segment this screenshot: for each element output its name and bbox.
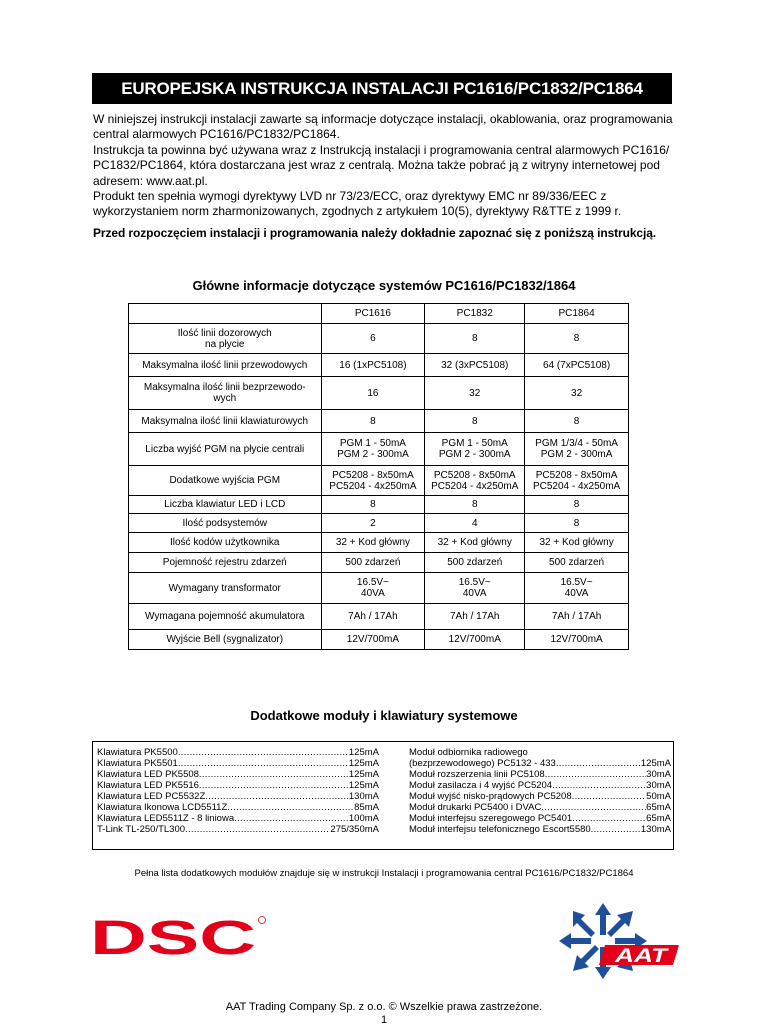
table-row-label: Wymagana pojemność akumulatora <box>129 604 322 630</box>
table-row-label: Ilość podsystemów <box>129 514 322 533</box>
module-dot-leader <box>199 780 349 791</box>
table-row <box>129 496 629 514</box>
module-name: Moduł interfejsu szeregowego PC5401 <box>409 813 573 824</box>
registered-mark-icon <box>259 917 266 924</box>
intro-paragraph-1: W niniejszej instrukcji instalacji zawarte są informacje dotyczące instalacji, okablowania, oraz programowania central alarmowych PC1616/PC1832/PC1864. <box>93 112 673 142</box>
table-cell: 32 <box>525 377 629 410</box>
module-dot-leader <box>234 813 349 824</box>
table-row <box>129 410 629 433</box>
table-cell: 16.5V~ 40VA <box>525 573 629 604</box>
module-current: 65mA <box>646 813 671 824</box>
table-row <box>129 514 629 533</box>
footnote: Pełna lista dodatkowych modułów znajduje się w instrukcji Instalacji i programowania central PC1616/PC1832/PC1864 <box>134 868 634 879</box>
module-name: Moduł rozszerzenia linii PC5108 <box>409 769 545 780</box>
module-row-header <box>409 747 671 758</box>
table-cell: PC5208 - 8x50mA PC5204 - 4x250mA <box>525 466 629 496</box>
module-row <box>409 824 671 835</box>
table-cell: 12V/700mA <box>525 630 629 650</box>
table-cell: PGM 1 - 50mA PGM 2 - 300mA <box>321 433 425 466</box>
intro-paragraph-3: Produkt ten spełnia wymogi dyrektywy LVD nr 73/23/ECC, oraz dyrektywy EMC nr 89/336/EEC z wykorzystaniem norm zharmonizowanych, zgodnych z artykułem 10(5), dyrektywy R&TTE z 1999 r. <box>93 189 622 219</box>
table-row-label: Wymagany transformator <box>129 573 322 604</box>
module-dot-leader <box>572 791 647 802</box>
table-cell: 64 (7xPC5108) <box>525 354 629 377</box>
module-name: (bezprzewodowego) PC5132 - 433 <box>409 758 556 769</box>
table-row <box>129 553 629 573</box>
table-header-col: PC1616 <box>321 304 425 324</box>
table-cell: 16.5V~ 40VA <box>425 573 525 604</box>
module-current: 30mA <box>646 780 671 791</box>
table-row <box>129 324 629 354</box>
table-cell: 8 <box>425 410 525 433</box>
table-header-col: PC1864 <box>525 304 629 324</box>
modules-title: Dodatkowe moduły i klawiatury systemowe <box>250 708 518 723</box>
module-name: Klawiatura PK5500 <box>97 747 178 758</box>
module-name: Moduł zasilacza i 4 wyjść PC5204 <box>409 780 553 791</box>
table-header-empty <box>129 304 322 324</box>
table-row-label: Dodatkowe wyjścia PGM <box>129 466 322 496</box>
module-row <box>409 791 671 802</box>
table-row <box>129 377 629 410</box>
module-current: 125mA <box>348 780 379 791</box>
dsc-logo <box>90 914 268 959</box>
intro-paragraph-2: Instrukcja ta powinna być używana wraz z Instrukcją instalacji i programowania central alarmowych PC1616/ PC1832/PC1864, która dostarczana jest wraz z centralą. Można także pobrać ją z witryny internetowej pod adresem: www.aat.pl. <box>93 142 670 188</box>
table-cell: 16 (1xPC5108) <box>321 354 425 377</box>
module-row <box>97 769 379 780</box>
module-name: Klawiatura LED PK5516 <box>97 780 199 791</box>
document-title: EUROPEJSKA INSTRUKCJA INSTALACJI PC1616/PC1832/PC1864 <box>92 73 672 104</box>
aat-logo-text: AAT <box>613 946 669 967</box>
table-cell: 16 <box>321 377 425 410</box>
table-header-row <box>129 304 629 324</box>
module-row <box>409 802 671 813</box>
module-name: T-Link TL-250/TL300 <box>97 824 186 835</box>
table-cell: PGM 1/3/4 - 50mA PGM 2 - 300mA <box>525 433 629 466</box>
table-cell: 7Ah / 17Ah <box>425 604 525 630</box>
table-cell: 8 <box>525 496 629 514</box>
module-dot-leader <box>545 769 646 780</box>
module-current: 125mA <box>348 758 379 769</box>
module-name: Klawiatura PK5501 <box>97 758 178 769</box>
module-row <box>97 802 379 813</box>
table-cell: 8 <box>425 324 525 354</box>
table-row-label: Wyjście Bell (sygnalizator) <box>129 630 322 650</box>
intro-section <box>93 112 675 241</box>
table-cell: 8 <box>425 496 525 514</box>
table-cell: PC5208 - 8x50mA PC5204 - 4x250mA <box>425 466 525 496</box>
module-name: Moduł wyjść nisko-prądowych PC5208 <box>409 791 572 802</box>
module-dot-leader <box>556 758 641 769</box>
module-dot-leader <box>591 824 641 835</box>
module-dot-leader <box>541 802 646 813</box>
table-row <box>129 354 629 377</box>
module-dot-leader <box>199 769 349 780</box>
module-current: 30mA <box>646 769 671 780</box>
table-row <box>129 533 629 553</box>
footer-copyright: AAT Trading Company Sp. z o.o. © Wszelkie prawa zastrzeżone. <box>225 1001 543 1013</box>
table-cell: PC5208 - 8x50mA PC5204 - 4x250mA <box>321 466 425 496</box>
module-name: Moduł interfejsu telefonicznego Escort5580 <box>409 824 591 835</box>
aat-arrows-icon <box>559 903 647 979</box>
table-cell: 8 <box>525 410 629 433</box>
module-row <box>97 747 379 758</box>
table-row <box>129 604 629 630</box>
table-row-label: Liczba klawiatur LED i LCD <box>129 496 322 514</box>
table-row <box>129 573 629 604</box>
module-name: Klawiatura Ikonowa LCD5511Z <box>97 802 228 813</box>
module-row <box>409 769 671 780</box>
modules-box <box>92 741 674 850</box>
module-dot-leader <box>178 747 349 758</box>
module-name: Klawiatura LED5511Z - 8 liniowa <box>97 813 235 824</box>
module-row <box>97 780 379 791</box>
module-current: 125mA <box>640 758 671 769</box>
table-cell: PGM 1 - 50mA PGM 2 - 300mA <box>425 433 525 466</box>
table-cell: 7Ah / 17Ah <box>525 604 629 630</box>
intro-warning: Przed rozpoczęciem instalacji i programowania należy dokładnie zapoznać się z poniższą instrukcją. <box>93 225 657 240</box>
aat-logo <box>555 901 680 983</box>
table-cell: 12V/700mA <box>321 630 425 650</box>
module-dot-leader <box>552 780 646 791</box>
table-row-label: Ilość linii dozorowych na płycie <box>129 324 322 354</box>
page-number: 1 <box>380 1014 388 1024</box>
module-name: Moduł odbiornika radiowego <box>409 747 528 758</box>
table-cell: 8 <box>321 496 425 514</box>
module-current: 275/350mA <box>330 824 379 835</box>
module-row <box>97 824 379 835</box>
module-dot-leader <box>185 824 330 835</box>
module-row <box>97 758 379 769</box>
table-cell: 6 <box>321 324 425 354</box>
module-name: Moduł drukarki PC5400 i DVAC <box>409 802 542 813</box>
modules-right-column <box>409 747 671 835</box>
module-dot-leader <box>205 791 349 802</box>
table-cell: 7Ah / 17Ah <box>321 604 425 630</box>
modules-left-column <box>97 747 379 835</box>
module-current: 50mA <box>646 791 671 802</box>
table-row-label: Maksymalna ilość linii klawiaturowych <box>129 410 322 433</box>
table-cell: 8 <box>525 514 629 533</box>
table-row-label: Pojemność rejestru zdarzeń <box>129 553 322 573</box>
table-cell: 16.5V~ 40VA <box>321 573 425 604</box>
module-current: 125mA <box>348 769 379 780</box>
table-cell: 32 + Kod główny <box>525 533 629 553</box>
table-title: Główne informacje dotyczące systemów PC1616/PC1832/1864 <box>192 278 576 293</box>
table-cell: 8 <box>321 410 425 433</box>
table-cell: 500 zdarzeń <box>525 553 629 573</box>
module-current: 65mA <box>646 802 671 813</box>
module-current: 125mA <box>348 747 379 758</box>
table-cell: 500 zdarzeń <box>425 553 525 573</box>
module-dot-leader <box>178 758 349 769</box>
table-row-label: Maksymalna ilość linii przewodowych <box>129 354 322 377</box>
table-cell: 2 <box>321 514 425 533</box>
table-cell: 4 <box>425 514 525 533</box>
module-dot-leader <box>572 813 646 824</box>
table-cell: 8 <box>525 324 629 354</box>
table-cell: 500 zdarzeń <box>321 553 425 573</box>
table-cell: 32 + Kod główny <box>425 533 525 553</box>
dsc-logo-text: DSC <box>90 914 256 959</box>
table-row <box>129 433 629 466</box>
table-row-label: Maksymalna ilość linii bezprzewodo- wych <box>129 377 322 410</box>
module-current: 130mA <box>640 824 671 835</box>
module-row <box>409 758 671 769</box>
module-current: 100mA <box>348 813 379 824</box>
module-row <box>409 813 671 824</box>
module-current: 130mA <box>348 791 379 802</box>
module-row <box>97 813 379 824</box>
table-row-label: Liczba wyjść PGM na płycie centrali <box>129 433 322 466</box>
spec-table <box>128 303 629 650</box>
table-row <box>129 466 629 496</box>
module-name: Klawiatura LED PK5508 <box>97 769 199 780</box>
table-cell: 32 + Kod główny <box>321 533 425 553</box>
table-cell: 32 <box>425 377 525 410</box>
module-row <box>97 791 379 802</box>
table-header-col: PC1832 <box>425 304 525 324</box>
table-cell: 12V/700mA <box>425 630 525 650</box>
table-row <box>129 630 629 650</box>
table-row-label: Ilość kodów użytkownika <box>129 533 322 553</box>
module-dot-leader <box>227 802 354 813</box>
module-row <box>409 780 671 791</box>
table-cell: 32 (3xPC5108) <box>425 354 525 377</box>
module-name: Klawiatura LED PC5532Z <box>97 791 206 802</box>
module-current: 85mA <box>354 802 379 813</box>
